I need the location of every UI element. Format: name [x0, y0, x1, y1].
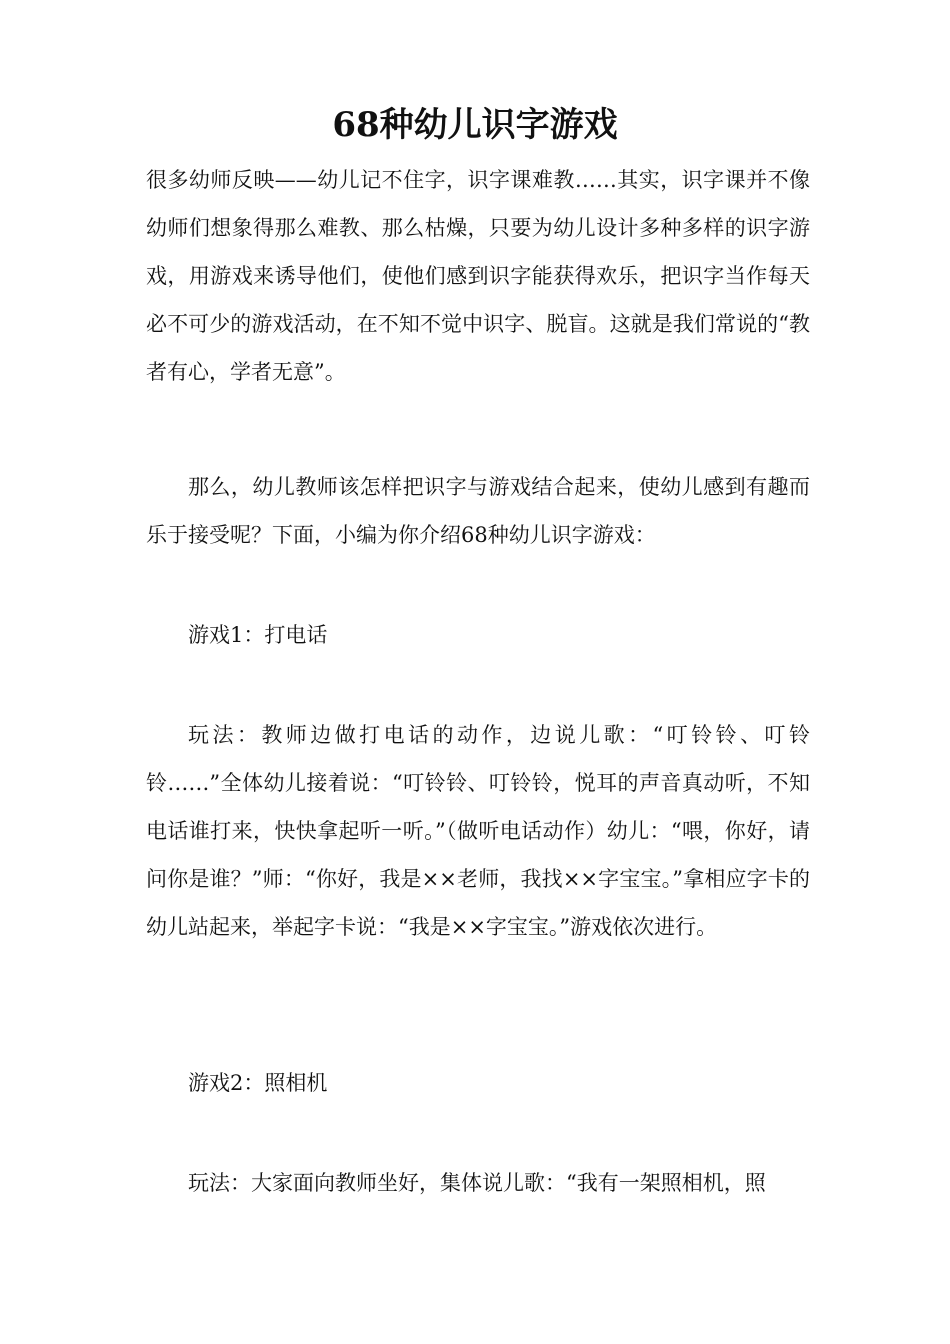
document-title: 68种幼儿识字游戏: [332, 105, 618, 145]
game-2-heading: 游戏2：照相机: [188, 1071, 328, 1095]
game-1-heading: 游戏1：打电话: [188, 623, 328, 647]
game-1-body: 玩法：教师边做打电话的动作，边说儿歌：“叮铃铃、叮铃铃……”全体幼儿接着说：“叮铃铃、叮铃铃，悦耳的声音真动听，不知电话谁打来，快快拿起听一听。”（做听电话动作）幼儿：“喂，你好，请问你是谁？”师：“你好，我是××老师，我找××字宝宝。”拿相应字卡的幼儿站起来，举起字卡说：“我是××字宝宝。”游戏依次进行。: [146, 723, 810, 939]
lead-in-paragraph: 那么，幼儿教师该怎样把识字与游戏结合起来，使幼儿感到有趣而乐于接受呢？下面，小编为你介绍68种幼儿识字游戏：: [146, 475, 810, 547]
intro-paragraph: 很多幼师反映——幼儿记不住字，识字课难教……其实，识字课并不像幼师们想象得那么难教、那么枯燥，只要为幼儿设计多种多样的识字游戏，用游戏来诱导他们，使他们感到识字能获得欢乐，把识字当作每天必不可少的游戏活动，在不知不觉中识字、脱盲。这就是我们常说的“教者有心，学者无意”。: [146, 168, 810, 384]
game-2-body: 玩法：大家面向教师坐好，集体说儿歌：“我有一架照相机，照: [188, 1171, 766, 1195]
